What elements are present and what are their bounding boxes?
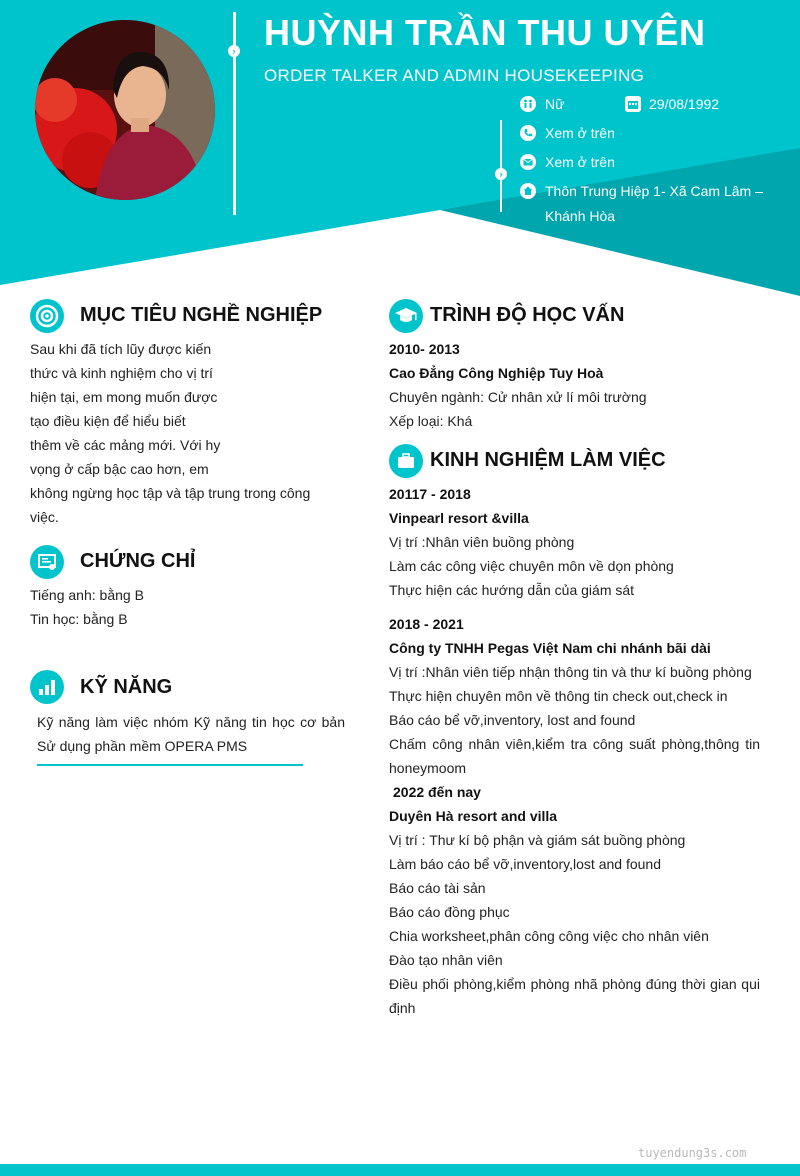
footer-bar [0,1164,800,1176]
objective-line: Sau khi đã tích lũy được kiến [30,341,212,357]
job-line: định [389,1000,416,1016]
certificate-icon [30,545,64,579]
job-company: Duyên Hà resort and villa [389,808,558,824]
bar-chart-icon [30,670,64,704]
job-line: Vị trí :Nhân viên buồng phòng [389,534,575,550]
gender-icon [520,96,536,112]
job-period: 20117 - 2018 [389,486,471,502]
skills-title: KỸ NĂNG [80,676,173,698]
job-period: 2022 đến nay [393,784,481,800]
chevron-right-icon: › [228,45,240,57]
certificate-item: Tiếng anh: bằng B [30,587,144,603]
objective-line: việc. [30,509,59,525]
address-line-2: Khánh Hòa [545,208,616,224]
certificate-item: Tin học: bằng B [30,611,128,627]
education-grade: Xếp loại: Khá [389,413,473,429]
objective-line: không ngừng học tập và tập trung trong công [30,485,311,501]
objective-line: tạo điều kiện để hiểu biết [30,413,186,429]
job-line: Điều phối phòng,kiểm phòng nhã phòng đúng thời gian qui [389,976,760,992]
objective-text [30,337,310,529]
skills-line-1: Kỹ năng làm việc nhóm Kỹ năng tin học cơ bản [37,714,345,730]
job-line: Đào tạo nhân viên [389,952,503,968]
job-1 [389,482,760,602]
chevron-right-icon: › [495,168,507,180]
objective-line: thức và kinh nghiệm cho vị trí [30,365,213,381]
education-period: 2010- 2013 [389,341,460,357]
job-line: Làm các công việc chuyên môn về dọn phòng [389,558,674,574]
certificates-title: CHỨNG CHỈ [80,550,196,572]
objective-title: MỤC TIÊU NGHỀ NGHIỆP [80,304,323,326]
education-title: TRÌNH ĐỘ HỌC VẤN [430,304,625,326]
job-period: 2018 - 2021 [389,616,464,632]
job-line: honeymoom [389,760,467,776]
job-line: Vị trí :Nhân viên tiếp nhận thông tin và thư kí buồng phòng [389,664,752,680]
job-company: Vinpearl resort &villa [389,510,529,526]
objective-line: hiện tại, em mong muốn được [30,389,218,405]
education-school: Cao Đẳng Công Nghiệp Tuy Hoà [389,365,604,381]
job-line: Báo cáo đồng phục [389,904,510,920]
job-line: Vị trí : Thư kí bộ phận và giám sát buồng phòng [389,832,686,848]
target-icon [30,299,64,333]
job-line: Thực hiện chuyên môn về thông tin check out,check in [389,688,728,704]
email-icon [520,154,536,170]
job-line: Báo cáo bể vỡ,inventory, lost and found [389,712,636,728]
header-divider [233,12,236,215]
calendar-icon [625,96,641,112]
phone-icon [520,125,536,141]
objective-line: thêm về các mảng mới. Với hy [30,437,221,453]
gender-value: Nữ [545,96,565,112]
birthdate-value: 29/08/1992 [649,96,720,112]
job-2 [389,612,760,780]
watermark: tuyendung3s.com [638,1146,747,1160]
job-line: Chia worksheet,phân công công việc cho nhân viên [389,928,709,944]
candidate-name: HUỲNH TRẦN THU UYÊN [264,12,706,53]
briefcase-icon [389,444,423,478]
job-line: Làm báo cáo bể vỡ,inventory,lost and found [389,856,661,872]
job-line: Báo cáo tài sản [389,880,486,896]
graduation-cap-icon [389,299,423,333]
job-line: Thực hiện các hướng dẫn của giám sát [389,582,635,598]
avatar [35,20,215,200]
job-line: Chấm công nhân viên,kiểm tra công suất phòng,thông tin [389,736,760,752]
skills-line-2: Sử dụng phần mềm OPERA PMS [37,738,248,754]
info-divider [500,120,502,212]
email-value: Xem ở trên [545,154,615,170]
home-icon [520,183,536,199]
education-major: Chuyên ngành: Cử nhân xử lí môi trường [389,389,647,405]
education-block [389,337,647,433]
candidate-role: ORDER TALKER AND ADMIN HOUSEKEEPING [264,66,645,85]
experience-title: KINH NGHIỆM LÀM VIỆC [430,449,666,471]
skills-underline [37,764,303,766]
certificates-list [30,583,144,631]
phone-value: Xem ở trên [545,125,615,141]
address-line-1: Thôn Trung Hiệp 1- Xã Cam Lâm – [545,183,763,199]
objective-line: vọng ở cấp bậc cao hơn, em [30,461,209,477]
job-company: Công ty TNHH Pegas Việt Nam chi nhánh bãi dài [389,640,711,656]
job-3 [389,780,760,1020]
